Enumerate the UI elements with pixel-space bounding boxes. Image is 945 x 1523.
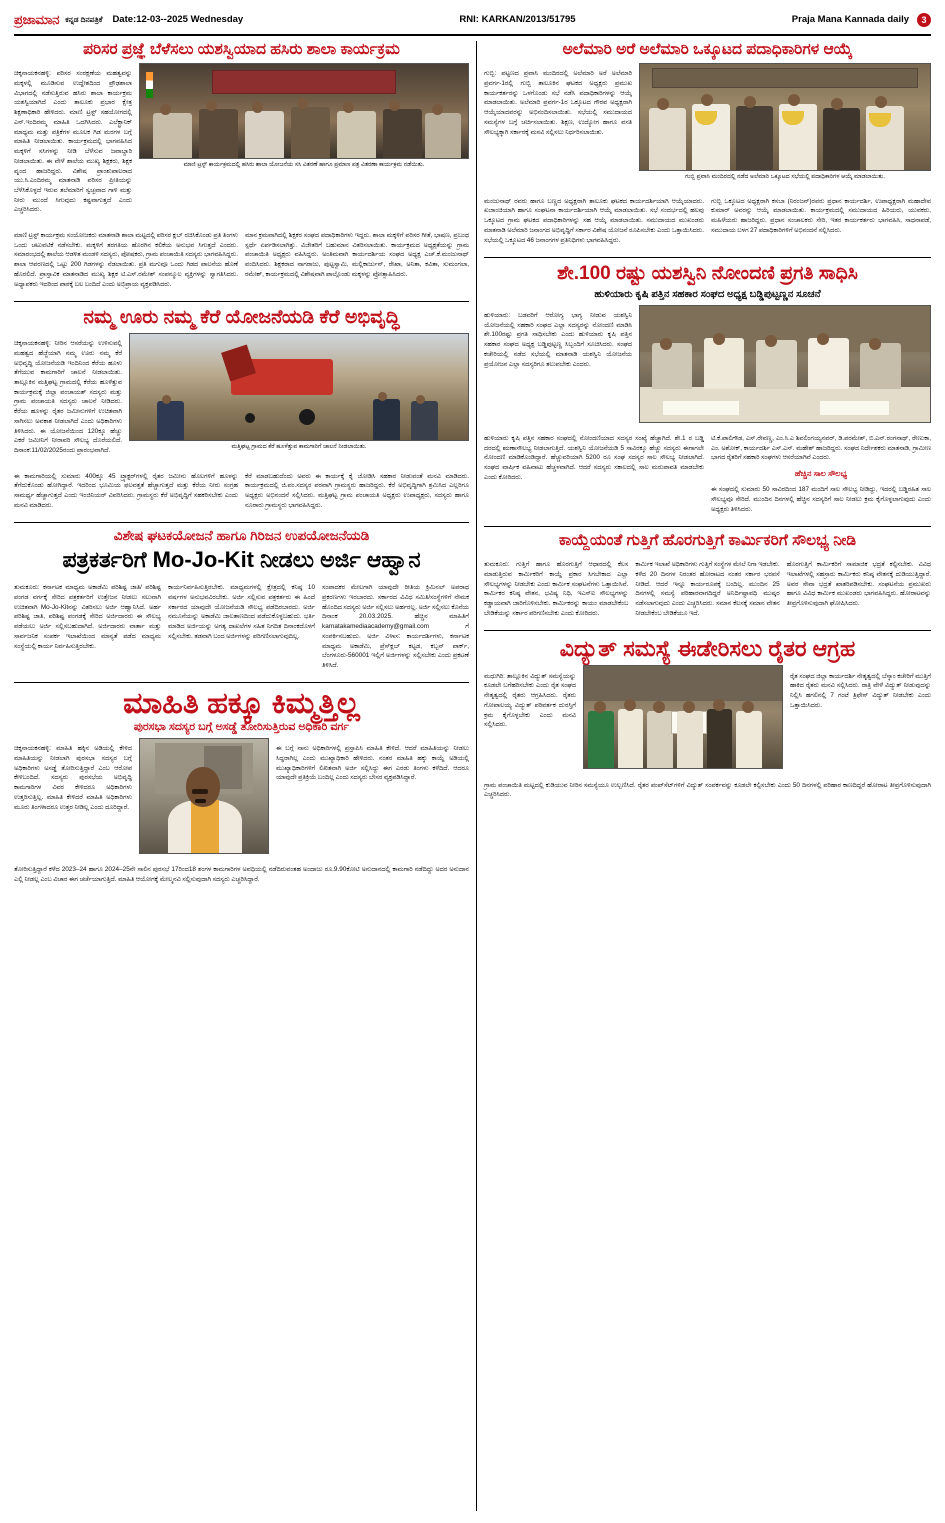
article-power-problem bbox=[484, 636, 931, 807]
article-body-col1: ಚಿಕ್ಕನಾಯಕನಹಳ್ಳಿ: ನೀರಿನ ಆಸರೆಯನ್ನು ಉಳಿಸುವಲ್ಲಿ ಮಹತ್ವದ ಹೆಜ್ಜೆಯಾಗಿ ನಮ್ಮ ಊರು ನಮ್ಮ ಕೆರೆ ಅಭಿವೃದ್ಧಿ ಯೋಜನೆಯಡಿ ಇಂದಿನಿಂದ ಕೆರೆಯ ಹೂಳು ತೆಗೆಯುವ ಕಾಮಗಾರಿಗೆ ಚಾಲನೆ ನೀಡಲಾಯಿತು. ತಾಲ್ಲೂಕಿನ ಮತ್ತಿಘಟ್ಟ ಗ್ರಾಮದಲ್ಲಿ ಕೆರೆಯ ಹೂಳೆತ್ತುವ ಕಾರ್ಯಕ್ರಮಕ್ಕೆ ಜಿಲ್ಲಾ ಪಂಚಾಯತ್ ಸದಸ್ಯರು ಮತ್ತು ಗ್ರಾಮ ಪಂಚಾಯತಿ ಸದಸ್ಯರು ಚಾಲನೆ ನೀಡಿದರು. ಕೆರೆಯ ಹೂಳನ್ನು ರೈತರ ಜಮೀನುಗಳಿಗೆ ಉಚಿತವಾಗಿ ಸಾಗಿಸಲು ಅವಕಾಶ ನೀಡಲಾಗಿದೆ ಎಂದು ಅಧಿಕಾರಿಗಳು ತಿಳಿಸಿದರು. ಈ ಯೋಜನೆಯಿಂದ 120ಕ್ಕೂ ಹೆಚ್ಚು ಎಕರೆ ಜಮೀನಿಗೆ ನೀರಾವರಿ ಸೌಲಭ್ಯ ದೊರೆಯಲಿದೆ. ದಿನಾಂಕ:11/02/2025ರಂದು ಪ್ರಾರಂಭವಾಗಿದೆ. bbox=[14, 340, 122, 455]
article-photo bbox=[639, 305, 931, 423]
article-nomadic-federation bbox=[484, 41, 931, 252]
article-body-col1: ತುಮಕೂರು: ಗುತ್ತಿಗೆ ಹಾಗೂ ಹೊರಗುತ್ತಿಗೆ ಆಧಾರದಲ್ಲಿ ಕೆಲಸ ಮಾಡುತ್ತಿರುವ ಕಾರ್ಮಿಕರಿಗೆ ಕಾಯ್ದೆ ಪ್ರಕಾರ ಸಿಗಬೇಕಾದ ಎಲ್ಲಾ ಸೌಲಭ್ಯಗಳನ್ನು ನೀಡಬೇಕು ಎಂದು ಕಾರ್ಮಿಕ ಸಂಘಟನೆಗಳು ಒತ್ತಾಯಿಸಿವೆ. ಕಾರ್ಮಿಕರ ಕನಿಷ್ಠ ವೇತನ, ಭವಿಷ್ಯ ನಿಧಿ, ಇಎಸ್ಐ ಸೌಲಭ್ಯಗಳನ್ನು ಕಡ್ಡಾಯವಾಗಿ ಜಾರಿಗೊಳಿಸಬೇಕು. ಕಾರ್ಮಿಕರನ್ನು ಕಾಯಂ ಮಾಡಬೇಕೆಂಬ ಬೇಡಿಕೆಯನ್ನು ಸರ್ಕಾರ ಪರಿಗಣಿಸಬೇಕು ಎಂದು ಕೋರಿದರು. bbox=[484, 561, 629, 617]
article-photo bbox=[139, 63, 469, 159]
article-subsection-heading: ಹೆಚ್ಚಿನ ಸಾಲ ಸೌಲಭ್ಯ bbox=[794, 469, 848, 479]
page-body bbox=[14, 41, 931, 1511]
divider bbox=[484, 257, 931, 258]
article-body-col1: ಹುಳಿಯಾರು: ಬಡವರಿಗೆ ಆರೋಗ್ಯ ಭಾಗ್ಯ ನೀಡುವ ಯಶಸ್ವಿನಿ ಯೋಜನೆಯಲ್ಲಿ ಸಹಕಾರಿ ಸಂಘದ ಎಲ್ಲಾ ಸದಸ್ಯರನ್ನು ನೋಂದಣಿ ಮಾಡಿಸಿ ಶೇ.100ರಷ್ಟು ಪ್ರಗತಿ ಸಾಧಿಸಬೇಕು ಎಂದು ಹುಳಿಯಾರು ಕೃಷಿ ಪತ್ತಿನ ಸಹಕಾರ ಸಂಘದ ಅಧ್ಯಕ್ಷ ಬಡ್ಡಿಪುಟ್ಟಣ್ಣ ಸಿಬ್ಬಂದಿಗೆ ಸೂಚಿಸಿದರು. ಸಂಘದ ಕಚೇರಿಯಲ್ಲಿ ನಡೆದ ಸಭೆಯಲ್ಲಿ ಮಾತನಾಡಿ ಯಶಸ್ವಿನಿ ಯೋಜನೆಯ ಪ್ರಯೋಜನ ಎಲ್ಲಾ ಸದಸ್ಯರಿಗೂ ತಲುಪಬೇಕು ಎಂದರು. bbox=[484, 311, 632, 368]
photo-caption: ಗುಬ್ಬಿ ಪ್ರವಾಸಿ ಮಂದಿರದಲ್ಲಿ ನಡೆದ ಅಲೆಮಾರಿ ಒಕ್ಕೂಟದ ಸಭೆಯಲ್ಲಿ ಪದಾಧಿಕಾರಿಗಳ ಆಯ್ಕೆ ಮಾಡಲಾಯಿತು. bbox=[685, 173, 885, 180]
article-headline: ಮಾಹಿತಿ ಹಕ್ಕೂ ಕಿಮ್ಮತ್ತಿಲ್ಲ bbox=[123, 687, 360, 721]
article-body-col3: ಹೊರಗುತ್ತಿಗೆ ಕಾರ್ಮಿಕರಿಗೆ ಸಾಮಾಜಿಕ ಭದ್ರತೆ ಕಲ್ಪಿಸಬೇಕು. ವಿವಿಧ ಇಲಾಖೆಗಳಲ್ಲಿ ಸಹಸ್ರಾರು ಕಾರ್ಮಿಕರು ಕನಿಷ್ಠ ವೇತನಕ್ಕೆ ದುಡಿಯುತ್ತಿದ್ದಾರೆ. ಅವರ ಸೇವಾ ಭದ್ರತೆ ಖಾತರಿಪಡಿಸಬೇಕು. ಸಂಘಟನೆಯ ಪ್ರಮುಖರು ಹಾಗೂ ವಿವಿಧ ಕಾರ್ಮಿಕ ಮುಖಂಡರು ಭಾಗವಹಿಸಿದ್ದರು. ಹೋರಾಟವನ್ನು ತೀವ್ರಗೊಳಿಸುವುದಾಗಿ ಘೋಷಿಸಿದರು. bbox=[786, 561, 931, 608]
article-lake-development bbox=[14, 307, 469, 517]
article-body-col3: ತೋರಿಸುತ್ತಿದ್ದಾರೆ ಕಳೆದ 2023–24 ಹಾಗೂ 2024–25ನೇ ಸಾಲಿನ ಪುರಸಭೆ 17ರಿಂದ18 ಶಂಗಳ ಕಾಮಗಾರಿಗಳ ಅವಧಿಯಲ್ಲಿ ನಡೆದಿರುವಂತಹ ಅಂದಾಜು ರೂ.9.90ಕೋಟಿ ಅನುದಾನದಲ್ಲಿ ಕಾಮಗಾರಿ ನಡೆದಿದ್ದು ಅದರ ಅನುದಾನ ಎಲ್ಲಿ ನೀಡಲ್ಲ ಎಂಬ ವಿಚಾರ ಈಗ ಚರ್ಚೆಯಾಗುತ್ತಿದೆ. ಮಾಹಿತಿ ಆಯೋಗಕ್ಕೆ ಮೇಲ್ಮನವಿ ಸಲ್ಲಿಸುವುದಾಗಿ ಸದಸ್ಯರು ಎಚ್ಚರಿಸಿದ್ದಾರೆ. bbox=[14, 866, 469, 883]
publication-logo-subtitle: ಕನ್ನಡ ದಿನಪತ್ರಿಕೆ bbox=[65, 14, 103, 24]
article-headline: ನಮ್ಮ ಊರು ನಮ್ಮ ಕೆರೆ ಯೋಜನೆಯಡಿ ಕೆರೆ ಅಭಿವೃದ್ಧಿ bbox=[83, 306, 400, 328]
article-body-col1: ಚಿಕ್ಕನಾಯಕನಹಳ್ಳಿ: ಪರಿಸರ ಸಂರಕ್ಷಣೆಯ ಮಹತ್ವವನ್ನು ಮಕ್ಕಳಲ್ಲಿ ಮೂಡಿಸುವ ಉದ್ದೇಶದಿಂದ ಪ್ರೌಢಶಾಲಾ ವಿಭಾಗದಲ್ಲಿ ನಡೆಸುತ್ತಿರುವ ಹಸಿರು ಶಾಲಾ ಕಾರ್ಯಕ್ರಮ ಯಶಸ್ವಿಯಾಗಿದೆ ಎಂದು ತಾಲೂಕು ಪ್ರಭಾರ ಕ್ಷೇತ್ರ ಶಿಕ್ಷಣಾಧಿಕಾರಿ ಹೇಳಿದರು. ಮಾಣಿ ಟ್ರಸ್ಟ್ ಸಹಯೋಗದಲ್ಲಿ ಎನ್.ಇಂದಿರಮ್ಮ ಮಾಹಿತಿ ಒದಗಿಸಿದರು. ಎಲೆಕ್ಟ್ರಾನಿಕ್ ಮಾಧ್ಯಮ ಮತ್ತು ಪತ್ರಿಕೆಗಳ ಮೂಲಕ ಗಿಡ ಮರಗಳ ಬಗ್ಗೆ ಮಾಹಿತಿ ನೀಡಲಾಯಿತು. ಕಾರ್ಯಕ್ರಮದಲ್ಲಿ ಭಾಗವಹಿಸಿದ ಮಕ್ಕಳಿಗೆ ಸಸಿಗಳನ್ನು ನೀಡಿ ಬೆಳೆಸುವ ಜವಾಬ್ದಾರಿ ನೀಡಲಾಯಿತು. ಈ ವೇಳೆ ಶಾಲೆಯ ಮುಖ್ಯ ಶಿಕ್ಷಕರು, ಶಿಕ್ಷಕ ವೃಂದ ಹಾಜರಿದ್ದರು. ವಿಶೇಷ ಪ್ರಾಂಶುಪಾಲರಾದ ಯು.ಸಿ.ಎಂದಿರಮ್ಮ ಮಾತನಾಡಿ ಪರಿಸರ ಪ್ರೀತಿಯನ್ನು ಬೆಳೆಸಿಕೊಳ್ಳದೆ ಇರುವ ತಲೆಮಾರಿಗೆ ಸ್ವಚ್ಛವಾದ ಗಾಳಿ ಮತ್ತು ನೀರು ಮುಂದೆ ಸಿಗುವುದು ಕಷ್ಟವಾಗುತ್ತದೆ ಎಂದು ಎಚ್ಚರಿಸಿದರು. bbox=[14, 70, 132, 214]
article-photo bbox=[639, 63, 931, 171]
article-body-col3: ಸಂಪಾದಕರ ಮೇಲಗಾಗಿ ಯಾವುದೇ ರೀತಿಯ ಕ್ರಿಮಿನಲ್ ಅಪರಾಧ ಪ್ರಕರಣಗಳು ಇರಬಾರದು. ಸರ್ಕಾರದ ವಿವಿಧ ಸಮಿತಿ/ಸಂಸ್ಥೆಗಳಿಗೆ ನೇಮಕ ಹೊಂದಿದ ಸದಸ್ಯರು ಅರ್ಜಿ ಸಲ್ಲಿಸಲು ಅರ್ಹರಲ್ಲ. ಅರ್ಜಿ ಸಲ್ಲಿಸಲು ಕೊನೆಯ ದಿನಾಂಕ 20.03.2025. ಹೆಚ್ಚಿನ ಮಾಹಿತಿಗೆ karnatakamediaacademy@gmail.com ಗೆ ಸಂಪರ್ಕಿಸಬಹುದು. ಅರ್ಜಿ ವಿಳಾಸ: ಕಾರ್ಯದರ್ಶಿಗಳು, ಕರ್ನಾಟಕ ಮಾಧ್ಯಮ ಅಕಾಡೆಮಿ, ಪ್ರೆಸ್‌ಕ್ಲಬ್ ಕಟ್ಟಡ, ಕಬ್ಬನ್ ಪಾರ್ಕ್, ಬೆಂಗಳೂರು-560001 ಇಲ್ಲಿಗೆ ಅರ್ಜಿಗಳನ್ನು ಸಲ್ಲಿಸಬೇಕು ಎಂದು ಪ್ರಕಟಣೆ ತಿಳಿಸಿದೆ. bbox=[322, 584, 469, 670]
article-kicker: ವಿಶೇಷ ಘಟಕಯೋಜನೆ ಹಾಗೂ ಗಿರಿಜನ ಉಪಯೋಜನೆಯಡಿ bbox=[113, 527, 370, 543]
article-headline: ಪರಿಸರ ಪ್ರಜ್ಞೆ ಬೆಳೆಸಲು ಯಶಸ್ವಿಯಾದ ಹಸಿರು ಶಾಲಾ ಕಾರ್ಯಕ್ರಮ bbox=[83, 41, 400, 58]
divider bbox=[484, 526, 931, 527]
article-body-col2: ಕಾರ್ಯನಿರ್ವಹಿಸುತ್ತಿರಬೇಕು. ಮಾಧ್ಯಮಗಳಲ್ಲಿ ಕ್ಷೇತ್ರದಲ್ಲಿ ಕನಿಷ್ಠ 10 ವರ್ಷಗಳ ಅನುಭವವಿರಬೇಕು. ಅರ್ಜಿ ಸಲ್ಲಿಸುವ ಪತ್ರಕರ್ತರು ಈ ಹಿಂದೆ ಸರ್ಕಾರದ ಯಾವುದೇ ಯೋಜನೆಯಡಿ ಸೌಲಭ್ಯ ಪಡೆದಿರಬಾರದು. ಅರ್ಜಿ ನಮೂನೆಯನ್ನು ಅಕಾಡೆಮಿ ಜಾಲತಾಣದಿಂದ ಪಡೆದುಕೊಳ್ಳಬಹುದು. ಭರ್ತಿ ಮಾಡಿದ ಅರ್ಜಿಯನ್ನು ಅಗತ್ಯ ದಾಖಲೆಗಳ ಸಹಿತ ನಿಗದಿತ ದಿನಾಂಕದೊಳಗೆ ಸಲ್ಲಿಸಬೇಕು. ತಡವಾಗಿ ಬಂದ ಅರ್ಜಿಗಳನ್ನು ಪರಿಗಣಿಸಲಾಗುವುದಿಲ್ಲ. bbox=[168, 584, 315, 640]
article-body-col3: ಮಾನ ಕ್ರಮವಾಗಿದಲ್ಲಿ ಶಿಕ್ಷಕರ ಸಂಘದ ಪದಾಧಿಕಾರಿಗಳು ಇದ್ದರು. ಶಾಲಾ ಮಕ್ಕಳಿಗೆ ಪರಿಸರ ಗೀತೆ, ಭಾಷಣ, ಪ್ರಬಂಧ ಸ್ಪರ್ಧೆ ಏರ್ಪಡಿಸಲಾಗಿತ್ತು. ವಿಜೇತರಿಗೆ ಬಹುಮಾನ ವಿತರಿಸಲಾಯಿತು. ಕಾರ್ಯಕ್ರಮದ ಅಧ್ಯಕ್ಷತೆಯನ್ನು ಗ್ರಾಮ ಪಂಚಾಯಿತಿ ಅಧ್ಯಕ್ಷರು ವಹಿಸಿದ್ದರು. ಅಂತಿಮವಾಗಿ ಕಾರ್ಯದರ್ಶಿಯ ಸಂಘದ ಅಧ್ಯಕ್ಷ ಎಚ್.ಕೆ.ಮಂಜುನಾಥ್ ವಂದಿಸಿದರು. ಶಿಕ್ಷಕರಾದ ನಾಗರಾಜು, ಪುಟ್ಟಸ್ವಾಮಿ, ಮಲ್ಲಿಕಾರ್ಜುನ್, ರೇಖಾ, ಅನಿತಾ, ಕವಿತಾ, ಸುಮಂಗಲಾ, ರಮೇಶ್, ಕಾರ್ಯಕ್ರಮದಲ್ಲಿ ವಿಶೇಷವಾಗಿ ಪಾಲ್ಗೊಂಡು ಮಕ್ಕಳನ್ನು ಪ್ರೋತ್ಸಾಹಿಸಿದರು. bbox=[245, 232, 469, 278]
article-body-col2: ಮಂಜುನಾಥ್ ರವರು ಹಾಗೂ ಬಣ್ಣದ ಅಧ್ಯಕ್ಷರಾಗಿ ತಾಲೂಕು ಘಟಕದ ಕಾರ್ಯದರ್ಶಿಯಾಗಿ ಆಯ್ಕೆಯಾದರು. ಖಜಾಂಚಿಯಾಗಿ ಹಾಗೂ ಸಂಘಟನಾ ಕಾರ್ಯದರ್ಶಿಯಾಗಿ ಆಯ್ಕೆ ಮಾಡಲಾಯಿತು. ಸಭೆ ಸಂದರ್ಭದಲ್ಲಿ ಹಲವು ಒಕ್ಕೂಟದ ಗ್ರಾಮ ಘಟಕದ ಪದಾಧಿಕಾರಿಗಳನ್ನು ಸಹ ಆಯ್ಕೆ ಮಾಡಲಾಯಿತು. ಸಮುದಾಯದ ಮುಖಂಡರು ಮಾತನಾಡಿ ಅಲೆಮಾರಿ ಜನಾಂಗದ ಅಭಿವೃದ್ಧಿಗೆ ಸರ್ಕಾರ ವಿಶೇಷ ಯೋಜನೆ ರೂಪಿಸಬೇಕು ಎಂದು ಒತ್ತಾಯಿಸಿದರು. ಸಭೆಯಲ್ಲಿ ಒಕ್ಕೂಟದ 46 ಜನಾಂಗಗಳ ಪ್ರತಿನಿಧಿಗಳು ಭಾಗವಹಿಸಿದ್ದರು. bbox=[484, 197, 704, 244]
article-body-col1: ಮಧುಗಿರಿ: ತಾಲ್ಲೂಕಿನ ವಿದ್ಯುತ್ ಸಮಸ್ಯೆಯನ್ನು ಕೂಡಲೇ ಬಗೆಹರಿಸಬೇಕು ಎಂದು ರೈತ ಸಂಘದ ನೇತೃತ್ವದಲ್ಲಿ ರೈತರು ಆಗ್ರಹಿಸಿದರು. ರೈತರು ಗೋಪಾಲಯ್ಯ ವಿದ್ಯುತ್ ಪರಿವರ್ತಕ ದುರಸ್ತಿಗೆ ಕ್ರಮ ಕೈಗೊಳ್ಳಬೇಕು ಎಂದು ಮನವಿ ಸಲ್ಲಿಸಿದರು. bbox=[484, 672, 576, 729]
divider bbox=[14, 682, 469, 683]
divider bbox=[484, 630, 931, 631]
paper-name: Praja Mana Kannada daily bbox=[791, 14, 910, 25]
article-mojo-kit bbox=[14, 528, 469, 677]
article-body-col2: ಕಾರ್ಮಿಕ ಇಲಾಖೆ ಅಧಿಕಾರಿಗಳು ಗುತ್ತಿಗೆ ಸಂಸ್ಥೆಗಳ ಮೇಲೆ ನಿಗಾ ಇಡಬೇಕು. ಕಳೆದ 20 ದಿನಗಳ ನಿರಂತರ ಹೋರಾಟದ ನಂತರ ಸರ್ಕಾರ ಭರವಸೆ ನೀಡಿದೆ. ಆದರೆ ಇನ್ನೂ ಕಾರ್ಯರೂಪಕ್ಕೆ ಬಂದಿಲ್ಲ. ಮುಂದಿನ 25 ದಿನಗಳಲ್ಲಿ ಸಮಸ್ಯೆ ಪರಿಹಾರವಾಗದಿದ್ದರೆ ಅನಿರ್ದಿಷ್ಟಾವಧಿ ಮುಷ್ಕರ ನಡೆಸಲಾಗುವುದು ಎಂದು ಎಚ್ಚರಿಸಿದರು. ಸಮಾನ ಕೆಲಸಕ್ಕೆ ಸಮಾನ ವೇತನ ನೀಡಬೇಕೆಂಬ ಬೇಡಿಕೆಯೂ ಇದೆ. bbox=[635, 561, 780, 617]
photo-caption: ಮಾಣಿ ಟ್ರಸ್ಟ್ ಕಾರ್ಯಕ್ರಮದಲ್ಲಿ ಹಸಿರು ಶಾಲಾ ಯೋಜನೆಯ ಸಸಿ ವಿತರಣೆ ಹಾಗೂ ಪ್ರಮಾಣ ಪತ್ರ ವಿತರಣಾ ಕಾರ್ಯಕ್ರಮ ನಡೆಯಿತು. bbox=[183, 161, 425, 168]
article-body-col3b: ಈ ಸಂಘದಲ್ಲಿ ಸುಮಾರು 50 ಸಾವಿರದಿಂದ 187 ಮಂದಿಗೆ ಸಾಲ ಸೌಲಭ್ಯ ನೀಡಿದ್ದು, ಇದರಲ್ಲಿ ಬಡ್ಡಿರಹಿತ ಸಾಲ ಸೌಲಭ್ಯವೂ ಸೇರಿದೆ. ಮುಂದಿನ ದಿನಗಳಲ್ಲಿ ಹೆಚ್ಚಿನ ಸದಸ್ಯರಿಗೆ ಸಾಲ ನೀಡಲು ಕ್ರಮ ಕೈಗೊಳ್ಳಲಾಗುವುದು ಎಂದು ಅಧ್ಯಕ್ಷರು ತಿಳಿಸಿದರು. bbox=[711, 486, 931, 513]
article-body-col3: ಗ್ರಾಮ ಪಂಚಾಯಿತಿ ಮಟ್ಟದಲ್ಲಿ ಕುಡಿಯುವ ನೀರಿನ ಸಮಸ್ಯೆಯೂ ಉಲ್ಬಣಿಸಿದೆ. ರೈತರ ಪಂಪ್‌ಸೆಟ್‌ಗಳಿಗೆ ವಿದ್ಯುತ್ ಸಂಪರ್ಕವನ್ನು ಕೂಡಲೇ ಕಲ್ಪಿಸಬೇಕು ಎಂದು 50 ದಿನಗಳಲ್ಲಿ ಪರಿಹಾರ ಕಾಣದಿದ್ದರೆ ಹೋರಾಟ ತೀವ್ರಗೊಳಿಸುವುದಾಗಿ ಎಚ್ಚರಿಸಿದರು. bbox=[484, 781, 931, 799]
article-yashaswini bbox=[484, 263, 931, 521]
article-body-col1: ತುಮಕೂರು: ಕರ್ನಾಟಕ ಮಾಧ್ಯಮ ಅಕಾಡೆಮಿ ಪರಿಶಿಷ್ಟ ಜಾತಿ/ ಪರಿಶಿಷ್ಟ ಪಂಗಡ ವರ್ಗಕ್ಕೆ ಸೇರಿದ ಪತ್ರಕರ್ತರಿಗೆ ಉತ್ತೇಜನ ನೀಡಲು ಸಲುವಾಗಿ ಉಚಿತವಾಗಿ Mo-Jo-Kitನನ್ನು ವಿತರಿಸಲು ಅರ್ಜಿ ಆಹ್ವಾನಿಸಿದೆ. ಅರ್ಹ ಪರಿಶಿಷ್ಟ ಜಾತಿ, ಪರಿಶಿಷ್ಟ ಪಂಗಡಕ್ಕೆ ಸೇರಿದ ಅರ್ಜಿದಾರರು ಈ ಸೌಲಭ್ಯ ಪಡೆಯಲು ಅರ್ಜಿ ಸಲ್ಲಿಸಬಹುದಾಗಿದೆ. ಅರ್ಜಿದಾರರು ವಾರ್ತಾ ಮತ್ತು ಸಾರ್ವಜನಿಕ ಸಂಪರ್ಕ ಇಲಾಖೆಯಿಂದ ಮಾನ್ಯತೆ ಪಡೆದ ಮಾಧ್ಯಮ ಸಂಸ್ಥೆಯಲ್ಲಿ ಕಾರ್ಯ ನಿರ್ವಹಿಸುತ್ತಿರಬೇಕು. bbox=[14, 584, 161, 650]
article-headline: ಶೇ.100 ರಷ್ಟು ಯಶಸ್ವಿನಿ ನೋಂದಣಿ ಪ್ರಗತಿ ಸಾಧಿಸಿ bbox=[557, 262, 858, 284]
article-body-col2: ರೈತ ಸಂಘದ ಜಿಲ್ಲಾ ಕಾರ್ಯದರ್ಶಿ ನೇತೃತ್ವದಲ್ಲಿ ಬೆಸ್ಕಾಂ ಕಚೇರಿಗೆ ಮುತ್ತಿಗೆ ಹಾಕಿದ ರೈತರು ಮನವಿ ಸಲ್ಲಿಸಿದರು. ರಾತ್ರಿ ವೇಳೆ ವಿದ್ಯುತ್ ನೀಡುವುದನ್ನು ನಿಲ್ಲಿಸಿ ಹಗಲಿನಲ್ಲಿ 7 ಗಂಟೆ ತ್ರಿಫೇಸ್ ವಿದ್ಯುತ್ ನೀಡಬೇಕು ಎಂದು ಒತ್ತಾಯಿಸಿದರು. bbox=[790, 672, 931, 709]
article-headline: ವಿದ್ಯುತ್ ಸಮಸ್ಯೆ ಈಡೇರಿಸಲು ರೈತರ ಆಗ್ರಹ bbox=[559, 636, 856, 662]
article-contract-workers bbox=[484, 532, 931, 625]
article-subheadline: ಪುರಸಭಾ ಸದಸ್ಯರ ಬಗ್ಗೆ ಅಸಡ್ಡೆ ತೋರಿಸುತ್ತಿರುವ ಅಧಿಕಾರಿ ವರ್ಗ bbox=[133, 720, 350, 733]
left-half bbox=[14, 41, 476, 1511]
article-body-col2: ಈ ಬಗ್ಗೆ ನಾನು ಅಧಿಕಾರಿಗಳಲ್ಲಿ ಪ್ರಸ್ತಾಪಿಸಿ ಮಾಹಿತಿ ಕೇಳಿದೆ. ಆದರೆ ಮಾಹಿತಿಯನ್ನು ನೀಡಲು ಸಿದ್ಧರಾಗಿಲ್ಲ ಎಂದು ಮುಖ್ಯಾಧಿಕಾರಿ ಹೇಳಿದರು. ನಂತರ ಮಾಹಿತಿ ಹಕ್ಕು ಕಾಯ್ದೆ ಅಡಿಯಲ್ಲಿ ಮುಖ್ಯಾಧಿಕಾರಿಗಳಿಗೆ ಲಿಖಿತವಾಗಿ ಅರ್ಜಿ ಸಲ್ಲಿಸಿದ್ದು ಈಗ ಎರಡು ತಿಂಗಳು ಕಳೆದಿದೆ. ಆದರೂ ಯಾವುದೇ ಪ್ರತಿಕ್ರಿಯೆ ಬಂದಿಲ್ಲ ಎಂದು ಸದಸ್ಯರು ಬೇಸರ ವ್ಯಕ್ತಪಡಿಸಿದ್ದಾರೆ. bbox=[276, 745, 469, 782]
article-photo bbox=[129, 333, 469, 441]
article-body-col1: ಗುಬ್ಬಿ: ಪಟ್ಟಣದ ಪ್ರವಾಸಿ ಮಂದಿರದಲ್ಲಿ ಅಲೆಮಾರಿ ಅರೆ ಅಲೆಮಾರಿ ಪ್ರವರ್ಗ-1ರಲ್ಲಿ ಗುಬ್ಬಿ ತಾಲೂಕಿನ ಘಟಕದ ಅಧ್ಯಕ್ಷರು ಪ್ರಮುಖ ಕಾರ್ಯಕರ್ತರನ್ನು ಒಳಗೊಂಡು ಸಭೆ ನಡೆಸಿ ಪದಾಧಿಕಾರಿಗಳನ್ನು ಆಯ್ಕೆ ಮಾಡಲಾಯಿತು. ಅಲೆಮಾರಿ ಪ್ರವರ್ಗ-1ರ ಒಕ್ಕೂಟದ ಗೌರವ ಅಧ್ಯಕ್ಷರಾಗಿ ಆಯ್ಕೆಯಾದವರನ್ನು ಅಭಿನಂದಿಸಲಾಯಿತು. ಸಭೆಯಲ್ಲಿ ಸಮುದಾಯದ ಸಮಸ್ಯೆಗಳ ಬಗ್ಗೆ ಚರ್ಚಿಸಲಾಯಿತು. ಶಿಕ್ಷಣ, ಉದ್ಯೋಗ ಹಾಗೂ ವಸತಿ ಸೌಲಭ್ಯಕ್ಕಾಗಿ ಸರ್ಕಾರಕ್ಕೆ ಮನವಿ ಸಲ್ಲಿಸಲು ನಿರ್ಧರಿಸಲಾಯಿತು. bbox=[484, 70, 632, 136]
divider bbox=[14, 522, 469, 523]
article-body-col2: ಹುಳಿಯಾರು ಕೃಷಿ ಪತ್ತಿನ ಸಹಕಾರ ಸಂಘದಲ್ಲಿ ನೋಂದಣಿಯಾದ ಸದಸ್ಯರ ಸಂಖ್ಯೆ ಹೆಚ್ಚಾಗಿದೆ. ಶೇ.1 ರ ಬಡ್ಡಿ ದರದಲ್ಲಿ ಋಣಾಸೌಲಭ್ಯ ನೀಡಲಾಗುತ್ತಿದೆ. ಯಶಸ್ವಿನಿ ಯೋಜನೆಯಡಿ 5 ಸಾವಿರಕ್ಕೂ ಹೆಚ್ಚು ಸದಸ್ಯರು ಈಗಾಗಲೇ ನೋಂದಣಿ ಮಾಡಿಕೊಂಡಿದ್ದಾರೆ. ಹೆಚ್ಚುವರಿಯಾಗಿ 5200 ರೂ ಸಂಘ ಸದಸ್ಯರ ಸಾಲ ಸೌಲಭ್ಯ ನೀಡಲಾಗಿದೆ. ಸಂಘದ ವಾರ್ಷಿಕ ವಹಿವಾಟು ಹೆಚ್ಚಳವಾಗಿದೆ. ಆದರೆ ಸದಸ್ಯರು ಸಕಾಲದಲ್ಲಿ ಸಾಲ ಮರುಪಾವತಿ ಮಾಡಬೇಕು ಎಂದು ಕೋರಿದರು. bbox=[484, 434, 704, 481]
article-headline: ಕಾಯ್ದೆಯಂತೆ ಗುತ್ತಿಗೆ ಹೊರಗುತ್ತಿಗೆ ಕಾರ್ಮಿಕರಿಗೆ ಸೌಲಭ್ಯ ನೀಡಿ bbox=[558, 532, 857, 550]
article-body-col3: ಟಿ.ಕೆ.ಪಾಲಿಗೌಡ, ಎಸ್.ರೇವಣ್ಣ, ಎಂ.ಸಿ.ಎ ಶಿವಲಿಂಗಯ್ಯನವರ್, ಡಿ.ಪರಮೇಶ್, ಬಿ.ಎನ್.ರಂಗನಾಥ್, ರೇಣುಕಾ, ಎಂ. ಅಶೋಕ್, ಕಾರ್ಯದರ್ಶಿ ಎಸ್.ಎಸ್. ಮಹೇಶ್ ಹಾಜರಿದ್ದರು. ಸಂಘದ ನಿರ್ದೇಶಕರು ಮಾತನಾಡಿ, ಗ್ರಾಮೀಣ ಭಾಗದ ರೈತರಿಗೆ ಸಹಕಾರಿ ಸಂಘಗಳು ಆಸರೆಯಾಗಿವೆ ಎಂದರು. bbox=[711, 434, 931, 462]
article-rti bbox=[14, 688, 469, 891]
article-body-col2: ಈ ಕಾಮಗಾರಿಯಲ್ಲಿ ಸುಮಾರು 400ಕ್ಕೂ 45 ಟ್ರ್ಯಾಕ್ಟರ್‌ಗಳಲ್ಲಿ ರೈತರ ಜಮೀನು ಹೊಲಗಳಿಗೆ ಹೂಳನ್ನು ತೆಗೆದುಕೊಂಡು ಹೋಗಿದ್ದಾರೆ. ಇದರಿಂದ ಭೂಮಿಯ ಫಲವತ್ತತೆ ಹೆಚ್ಚಾಗುತ್ತದೆ ಮತ್ತು ಕೆರೆಯ ನೀರು ಸಂಗ್ರಹ ಸಾಮರ್ಥ್ಯ ಹೆಚ್ಚಾಗುತ್ತದೆ ಎಂದು ಇಂಜಿನಿಯರ್ ವಿವರಿಸಿದರು. ಗ್ರಾಮಸ್ಥರು ಕೆರೆ ಅಭಿವೃದ್ಧಿಗೆ ಸಹಕರಿಸಬೇಕು ಎಂದು ಮನವಿ ಮಾಡಿದರು. bbox=[14, 472, 238, 509]
article-body-col3: ಗುಬ್ಬಿ ಒಕ್ಕೂಟದ ಅಧ್ಯಕ್ಷರಾಗಿ ಕಸಬಾ (ನಿರಂಜನ್)ರವರು ಪ್ರಧಾನ ಕಾರ್ಯದರ್ಶಿ, ಉಪಾಧ್ಯಕ್ಷರಾಗಿ ಮಹಾದೇವ ಕುಮಾರ್ ಅವರನ್ನು ಆಯ್ಕೆ ಮಾಡಲಾಯಿತು. ಕಾರ್ಯಕ್ರಮದಲ್ಲಿ ಸಮುದಾಯದ ಹಿರಿಯರು, ಯುವಕರು, ಮಹಿಳೆಯರು ಹಾಜರಿದ್ದರು. ಪ್ರಧಾನ ಸಂಚಾಲಕರು ಸೇರಿ, ಇತರ ಕಾರ್ಯಕರ್ತರು ಭಾಗವಹಿಸಿ, ಸಾಧನಾಪಡೆ, ಸಮುದಾಯ ಬಳಗ 27 ಪದಾಧಿಕಾರಿಗಳಿಗೆ ಅಭಿನಂದನೆ ಸಲ್ಲಿಸಿದರು. bbox=[711, 197, 931, 234]
article-body-col2: ಮಾಣಿ ಟ್ರಸ್ಟ್ ಕಾರ್ಯಕ್ರಮ ಸಂಯೋಜಕರು ಮಾತನಾಡಿ ಶಾಲಾ ಮಟ್ಟದಲ್ಲಿ ಪರಿಸರ ಕ್ಲಬ್ ರಚಿಸಿಕೊಂಡು ಪ್ರತಿ ತಿಂಗಳು ಒಂದು ಚಟುವಟಿಕೆ ನಡೆಸಬೇಕು. ಮಕ್ಕಳಿಗೆ ತರಗತಿಯ ಹೊರಗಿನ ಕಲಿಕೆಯ ಅನುಭವ ಸಿಗುತ್ತದೆ ಎಂದರು. ಸಮಾರಂಭದಲ್ಲಿ ಶಾಲೆಯ ಆಡಳಿತ ಮಂಡಳಿ ಸದಸ್ಯರು, ಪೋಷಕರು, ಗ್ರಾಮ ಪಂಚಾಯಿತಿ ಸದಸ್ಯರು ಭಾಗವಹಿಸಿದ್ದರು. ಶಾಲಾ ಆವರಣದಲ್ಲಿ ಒಟ್ಟು 200 ಗಿಡಗಳನ್ನು ನೆಡಲಾಯಿತು. ಪ್ರತಿ ಮಗುವೂ ಒಂದು ಗಿಡದ ಪಾಲನೆಯ ಹೊಣೆ ಹೊರಲಿದೆ. ಪ್ರಾಸ್ತಾವಿಕ ಮಾತನಾಡಿದ ಮುಖ್ಯ ಶಿಕ್ಷಕ ಟಿ.ಎಸ್.ರಮೇಶ್ ಸಂಪನ್ಮೂಲ ವ್ಯಕ್ತಿಗಳನ್ನು ಸ್ವಾಗತಿಸಿದರು. ಅಧ್ಯಾಪಕರು ಇದರಿಂದ ಪಾಠಕ್ಕೆ ಬಲ ಬಂದಿದೆ ಎಂದು ಅಭಿಪ್ರಾಯ ವ್ಯಕ್ತಪಡಿಸಿದರು. bbox=[14, 232, 238, 288]
rni-number: RNI: KARKAN/2013/51795 bbox=[459, 14, 576, 25]
article-green-school bbox=[14, 41, 469, 296]
issue-date: Date:12-03--2025 Wednesday bbox=[112, 14, 244, 25]
right-half bbox=[476, 41, 931, 1511]
article-body-col1: ಚಿಕ್ಕನಾಯಕನಹಳ್ಳಿ: ಮಾಹಿತಿ ಹಕ್ಕಿನ ಅಡಿಯಲ್ಲಿ ಕೇಳಿದ ಮಾಹಿತಿಯನ್ನು ನೀಡಲಾಗಿ ಪುರಸಭಾ ಸದಸ್ಯರ ಬಗ್ಗೆ ಅಧಿಕಾರಿಗಳು ಅಸಡ್ಡೆ ತೋರಿಸುತ್ತಿದ್ದಾರೆ ಎಂಬ ಆರೋಪ ಕೇಳಿಬಂದಿದೆ. ಸದಸ್ಯರು ಪುರಸಭೆಯ ಅಭಿವೃದ್ಧಿ ಕಾಮಗಾರಿಗಳ ವಿವರ ಕೇಳಿದರೂ ಅಧಿಕಾರಿಗಳು ಉತ್ತರಿಸುತ್ತಿಲ್ಲ. ಮಾಹಿತಿ ಕೇಳಿದರೆ ಮಾಹಿತಿ ಅಧಿಕಾರಿಗಳು ಮೂರು ತಿಂಗಳಾದರೂ ಉತ್ತರ ನೀಡಿಲ್ಲ ಎಂದು ದೂರಿದ್ದಾರೆ. bbox=[14, 745, 132, 811]
divider bbox=[14, 301, 469, 302]
article-headline: ಅಲೆಮಾರಿ ಅರೆ ಅಲೆಮಾರಿ ಒಕ್ಕೂಟದ ಪದಾಧಿಕಾರಿಗಳ ಆಯ್ಕೆ bbox=[562, 41, 853, 58]
publication-logo: ಪ್ರಜಾಮಾನ bbox=[14, 11, 60, 27]
article-body-col3: ಕೆರೆ ಮಾಡಬಹುದೆಂದು ಅವರು ಈ ಕಾರ್ಯಕ್ಕೆ ಕೈ ಜೋಡಿಸಿ ಸಹಕಾರ ನೀಡುವಂತೆ ಮನವಿ ಮಾಡಿದರು. ಕಾರ್ಯಕ್ರಮದಲ್ಲಿ ಜಿ.ಪಂ.ಸದಸ್ಯರ ಪರವಾಗಿ ಗ್ರಾಮಸ್ಥರು ಹಾಜರಿದ್ದರು. ಕೆರೆ ಅಭಿವೃದ್ಧಿಗಾಗಿ ಶ್ರಮಿಸಿದ ಎಲ್ಲರಿಗೂ ಅಧ್ಯಕ್ಷರು ಅಭಿನಂದನೆ ಸಲ್ಲಿಸಿದರು. ಮತ್ತಿಘಟ್ಟ ಗ್ರಾಮ ಪಂಚಾಯತಿ ಅಧ್ಯಕ್ಷರು ಉಪಾಧ್ಯಕ್ಷರು, ಸದಸ್ಯರು ಹಾಗೂ ನೂರಾರು ಗ್ರಾಮಸ್ಥರು ಭಾಗವಹಿಸಿದ್ದರು. bbox=[245, 472, 469, 509]
article-photo bbox=[583, 665, 783, 769]
photo-caption: ಮತ್ತಿಘಟ್ಟ ಗ್ರಾಮದ ಕೆರೆ ಹೂಳೆತ್ತುವ ಕಾಮಗಾರಿಗೆ ಚಾಲನೆ ನೀಡಲಾಯಿತು. bbox=[231, 443, 367, 450]
masthead bbox=[14, 8, 931, 36]
article-headline: ಪತ್ರಕರ್ತರಿಗೆ Mo-Jo-Kit ನೀಡಲು ಅರ್ಜಿ ಆಹ್ವಾನ bbox=[62, 547, 421, 573]
article-subheadline: ಹುಳಿಯಾರು ಕೃಷಿ ಪತ್ತಿನ ಸಹಕಾರ ಸಂಘದ ಅಧ್ಯಕ್ಷ ಬಡ್ಡಿಪುಟ್ಟಣ್ಣನ ಸೂಚನೆ bbox=[594, 288, 821, 300]
page-number-badge: 3 bbox=[917, 13, 931, 27]
article-portrait-photo bbox=[139, 738, 269, 854]
